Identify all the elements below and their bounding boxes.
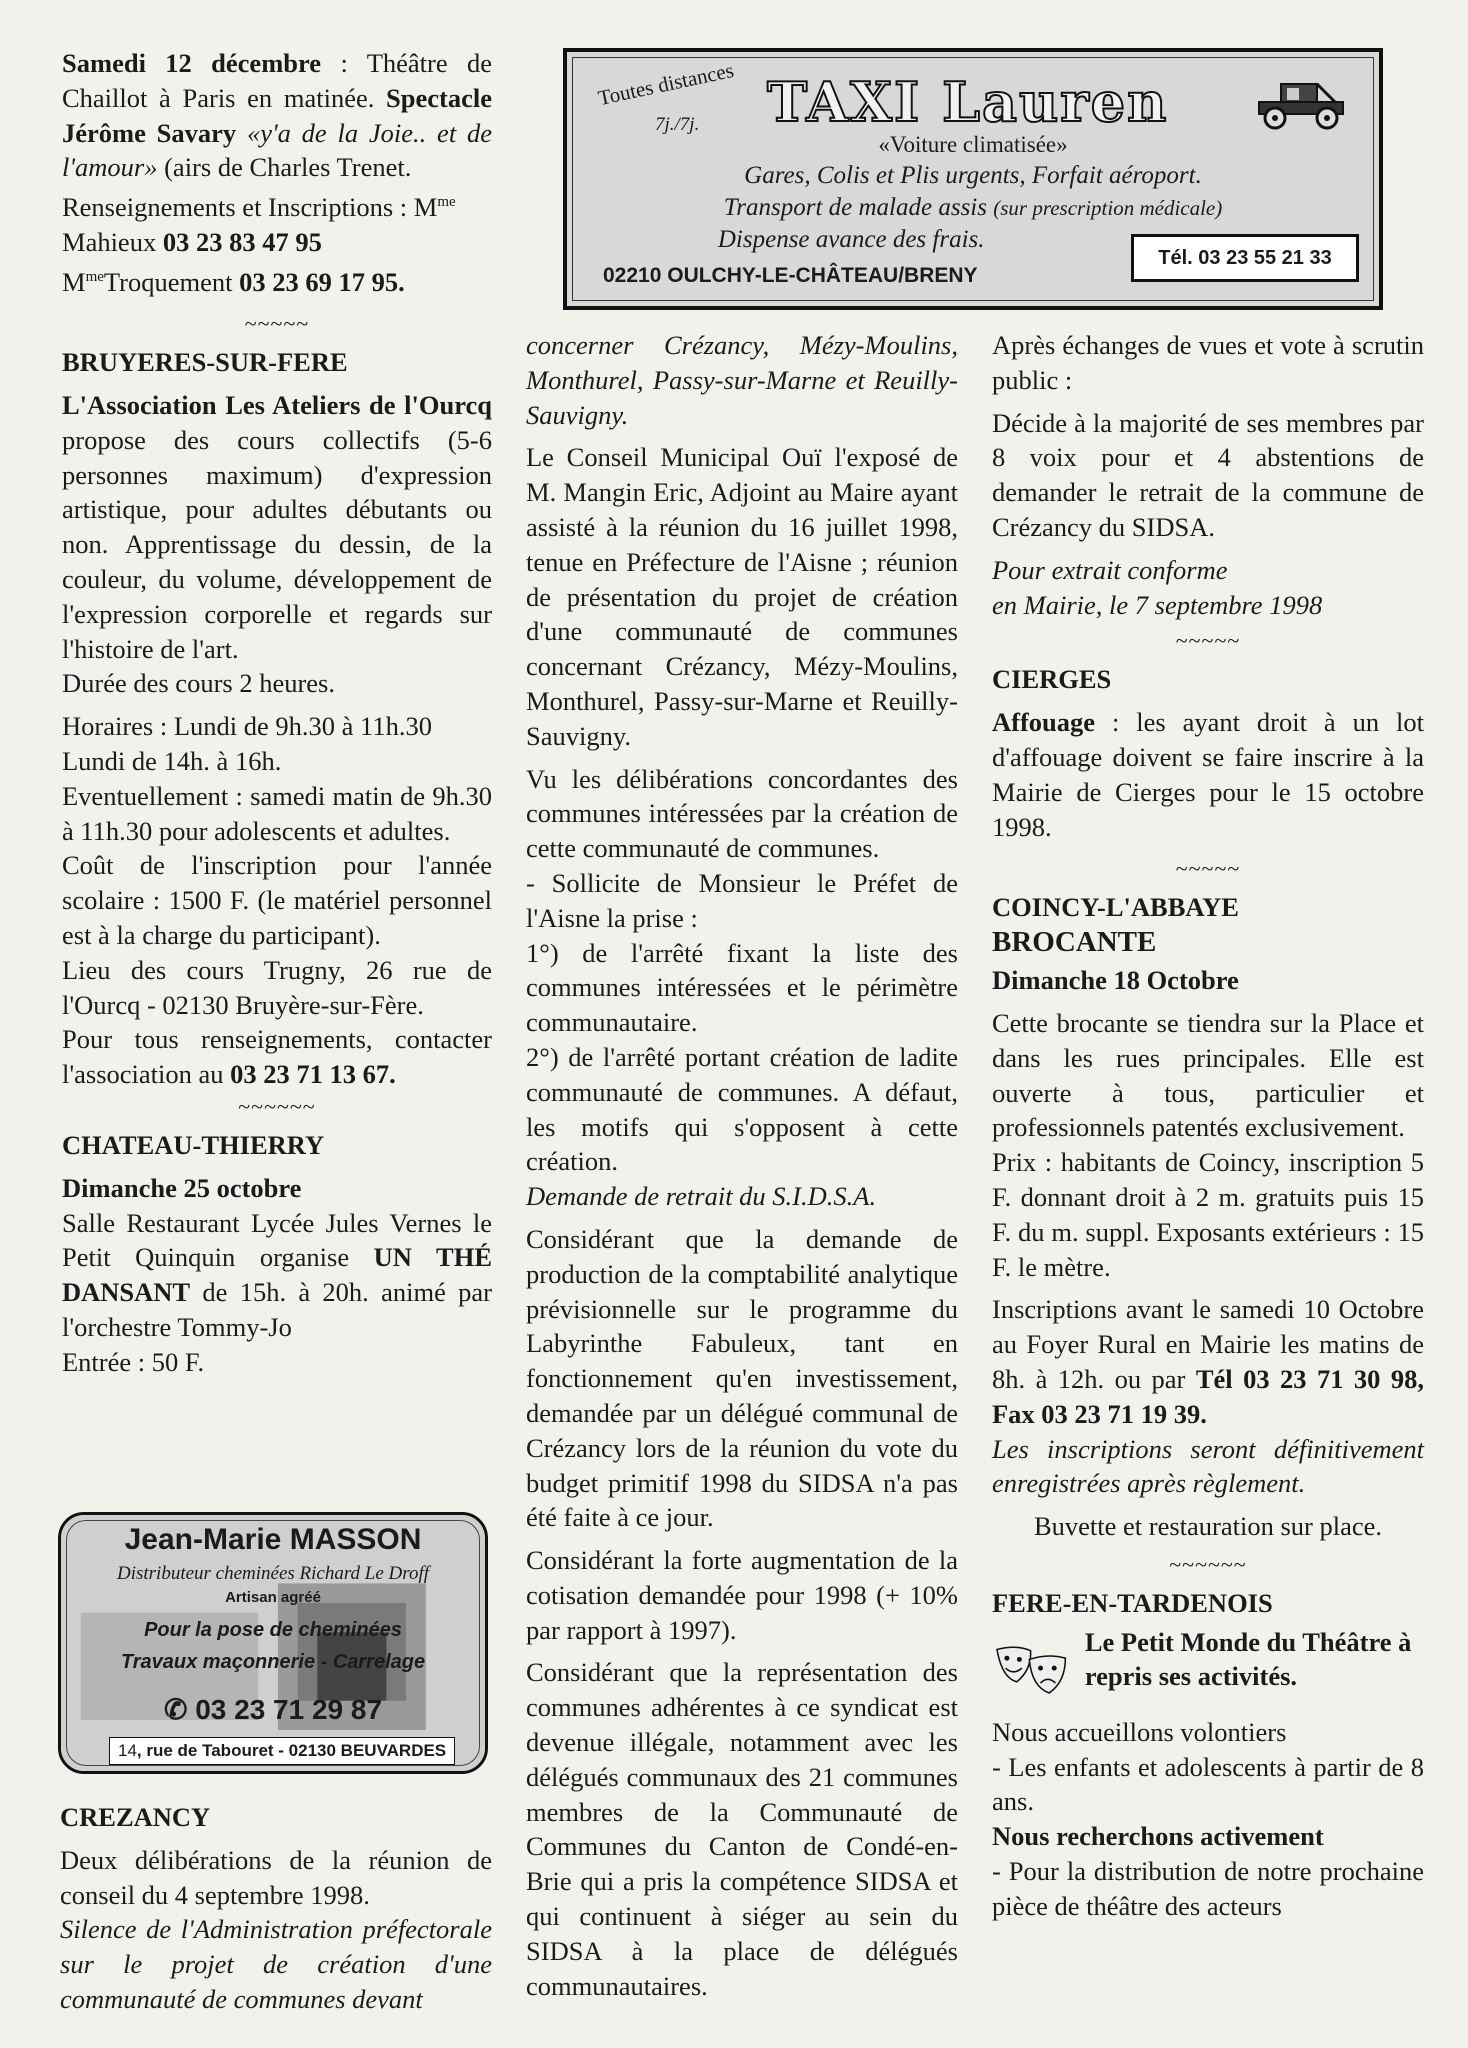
masson-artisan: Artisan agréé xyxy=(225,1589,321,1606)
column-3 xyxy=(992,328,1424,1923)
troquement-phone: 03 23 69 17 95. xyxy=(232,266,405,297)
masson-ad xyxy=(58,1512,488,1774)
section-title-cierges: CIERGES xyxy=(992,664,1112,695)
masson-pose: Pour la pose de cheminées xyxy=(144,1619,402,1641)
horaires-paragraph: Horaires : Lundi de 9h.30 à 11h.30 xyxy=(62,711,432,742)
masson-address-rest: , rue de Tabouret - 02130 BEUVARDES xyxy=(136,1741,447,1760)
troquement-sup: me xyxy=(85,268,104,285)
vintage-car-icon xyxy=(1251,74,1351,130)
assoc-name: L'Association Les Ateliers de l'Ourcq xyxy=(62,390,492,421)
col2-p5: 1°) de l'arrêté fixant la liste des communes intéressées et le périmètre communautaire. xyxy=(526,937,958,1038)
col2-p10: Considérant que la représentation des communes adhérentes à ce syndicat est devenue illégale, notamment avec les délégués communaux des 21 communes membres de la Communauté de Communes du Canton de Condé-en-Brie qui a pris la compétence SIDSA et qui continuent à siéger au sein du SIDSA à la place de délégués communautaires. xyxy=(526,1657,958,2001)
chateau-date: Dimanche 25 octobre xyxy=(62,1172,302,1203)
renseignements-label: Renseignements et Inscriptions : M xyxy=(62,192,438,223)
assoc-paragraph xyxy=(62,388,492,666)
taxi-name: TAXI Lauren xyxy=(767,70,1169,134)
section-title-bruyeres: BRUYERES-SUR-FERE xyxy=(62,347,348,378)
contact-paragraph xyxy=(62,1022,492,1092)
taxi-services-1: Gares, Colis et Plis urgents, Forfait aéroport. xyxy=(744,162,1202,189)
column-1-bottom xyxy=(60,1800,492,2017)
section-title-fere: FERE-EN-TARDENOIS xyxy=(992,1587,1273,1618)
coincy-p3-text: Inscriptions avant le samedi 10 Octobre au Foyer Rural en Mairie les matins de 8h. à 12h. ou par xyxy=(992,1294,1424,1394)
taxi-lauren-ad xyxy=(563,48,1383,310)
contact-phone: 03 23 71 13 67. xyxy=(230,1059,396,1090)
cout-paragraph: Coût de l'inscription pour l'année scolaire : 1500 F. (le matériel personnel est à la charge du participant). xyxy=(62,850,492,950)
coincy-date: Dimanche 18 Octobre xyxy=(992,965,1239,996)
section-title-chateau: CHATEAU-THIERRY xyxy=(62,1129,325,1160)
chateau-text-1: Salle Restaurant Lycée Jules Vernes le Petit Quinquin organise xyxy=(62,1207,492,1273)
col2-p3: Vu les délibérations concordantes des communes intéressées par la création de cette communauté de communes. xyxy=(526,763,958,864)
masson-address-number: 14 xyxy=(118,1741,137,1760)
fere-p1: Nous accueillons volontiers xyxy=(992,1716,1287,1747)
taxi-phone: Tél. 03 23 55 21 33 xyxy=(1131,234,1359,282)
brocante-title: BROCANTE xyxy=(992,926,1157,959)
taxi-hours: 7j./7j. xyxy=(655,114,700,135)
lundi-paragraph: Lundi de 14h. à 16h. xyxy=(62,746,282,776)
crezancy-paragraph: Deux délibérations de la réunion de conseil du 4 septembre 1998. xyxy=(60,1844,492,1910)
masson-address xyxy=(109,1737,455,1765)
separator: ~~~~~ xyxy=(1175,856,1241,882)
separator: ~~~~~~ xyxy=(238,1093,316,1119)
taxi-services-2-main: Transport de malade assis xyxy=(723,194,994,221)
coincy-p5: Buvette et restauration sur place. xyxy=(1033,1511,1383,1542)
extrait-line-2: en Mairie, le 7 septembre 1998 xyxy=(992,589,1323,620)
col3-p1: Après échanges de vues et vote à scrutin public : xyxy=(992,330,1424,395)
theatre-masks-icon xyxy=(992,1625,1073,1715)
fere-p4: - Pour la distribution de notre prochaine pièce de théâtre des acteurs xyxy=(992,1855,1424,1921)
taxi-services-2-small: (sur prescription médicale) xyxy=(993,196,1223,220)
crezancy-italic: Silence de l'Administration préfectorale sur le projet de création d'une communauté de communes devant xyxy=(60,1914,492,2014)
col3-p2: Décide à la majorité de ses membres par 8 voix pour et 4 abstentions de demander le retrait de la commune de Crézancy du SIDSA. xyxy=(992,407,1424,542)
coincy-p2: Prix : habitants de Coincy, inscription 5 F. donnant droit à 2 m. gratuits puis 15 F. du m. suppl. Exposants extérieurs : 15 F. le mètre. xyxy=(992,1147,1424,1282)
coincy-p3-phone: Tél 03 23 71 30 98, Fax 03 23 71 19 39. xyxy=(992,1363,1424,1429)
affouage-text: : les ayant droit à un lot d'affouage doivent se faire inscrire à la Mairie de Cierges pour le 15 octobre 1998. xyxy=(992,707,1424,842)
section-title-coincy: COINCY-L'ABBAYE xyxy=(992,892,1239,923)
col2-p2: Le Conseil Municipal Ouï l'exposé de M. Mangin Eric, Adjoint au Maire ayant assisté à la réunion du 16 juillet 1998, tenue en Préfecture de l'Aisne ; réunion de présentation du projet de création d'une communauté de communes concernant Crézancy, Mézy-Moulins, Monthurel, Passy-sur-Marne et Reuilly-Sauvigny. xyxy=(526,442,958,751)
coincy-p3 xyxy=(992,1292,1424,1431)
taxi-climatisee: «Voiture climatisée» xyxy=(878,132,1068,157)
troquement-name: Troquement xyxy=(103,266,233,297)
col2-p1: concerner Crézancy, Mézy-Moulins, Monthurel, Passy-sur-Marne et Reuilly-Sauvigny. xyxy=(526,330,958,430)
section-title-crezancy: CREZANCY xyxy=(60,1802,211,1832)
masson-travaux: Travaux maçonnerie - Carrelage xyxy=(120,1651,426,1673)
fere-intro: Le Petit Monde du Théâtre à repris ses activités. xyxy=(1084,1626,1412,1691)
spectacle-bold: Spectacle Jérôme Savary xyxy=(62,82,492,148)
mahieux-phone: 03 23 83 47 95 xyxy=(156,226,322,257)
col2-p9: Considérant la forte augmentation de la cotisation demandée pour 1998 (+ 10% par rapport à 1997). xyxy=(526,1545,958,1645)
chateau-paragraph xyxy=(62,1206,492,1345)
mme-sup: me xyxy=(437,194,456,211)
samedi-paragraph xyxy=(62,46,492,185)
col2-p8: Considérant que la demande de production de la comptabilité analytique prévisionnelle sur le programme du Labyrinthe Fabuleux, tant en fonctionnement qu'en investissement, demandée par un délégué communal de Crézancy lors de la réunion du vote du budget primitif 1998 du SIDSA n'a pas été faite à ce jour. xyxy=(526,1223,958,1533)
separator: ~~~~~ xyxy=(1175,628,1241,654)
duree-paragraph: Durée des cours 2 heures. xyxy=(62,668,335,699)
separator: ~~~~~ xyxy=(244,311,310,337)
column-2 xyxy=(526,328,958,2003)
fere-header xyxy=(992,1625,1424,1715)
taxi-services-2 xyxy=(567,194,1379,222)
spectacle-rest: (airs de Charles Trenet. xyxy=(157,152,412,183)
masson-phone: ✆ 03 23 71 29 87 xyxy=(163,1694,383,1725)
spectacle-italic: «y'a de la Joie.. et de l'amour» xyxy=(62,117,492,183)
assoc-text: propose des cours collectifs (5-6 personnes maximum) d'expression artistique, pour adultes débutants ou non. Apprentissage du dessin, de la couleur, du volume, développement de l'expression corporelle et regards sur l'histoire de l'art. xyxy=(62,424,492,664)
affouage-paragraph xyxy=(992,705,1424,844)
samedi-text: : Théâtre de Chaillot à Paris en matinée. xyxy=(62,48,492,113)
coincy-p4: Les inscriptions seront définitivement enregistrées après règlement. xyxy=(992,1433,1424,1499)
samedi-date: Samedi 12 décembre xyxy=(62,48,322,78)
chateau-the-dansant: UN THÉ DANSANT xyxy=(62,1242,492,1308)
taxi-address: 02210 OULCHY-LE-CHÂTEAU/BRENY xyxy=(603,264,978,287)
taxi-toutes-distances: Toutes distances xyxy=(595,57,736,111)
col2-p6: 2°) de l'arrêté portant création de ladite communauté de communes. A défaut, les motifs qui s'opposent à cette création. xyxy=(526,1041,958,1177)
lieu-paragraph: Lieu des cours Trugny, 26 rue de l'Ourcq - 02130 Bruyère-sur-Fère. xyxy=(62,954,492,1020)
separator: ~~~~~~ xyxy=(1169,1551,1247,1577)
contact-text: Pour tous renseignements, contacter l'association au xyxy=(62,1024,492,1090)
mahieux-name: Mahieux xyxy=(62,226,157,257)
renseignements-paragraph: Renseignements et Inscriptions : $M^{me}$ Mahieux 03 23 83 47 95 $M^{me}Troquement$ 03 23 69 17 95. xyxy=(62,192,456,297)
col2-p4: - Sollicite de Monsieur le Préfet de l'Aisne la prise : xyxy=(526,867,958,933)
column-1 xyxy=(62,46,492,1380)
coincy-p1: Cette brocante se tiendra sur la Place et dans les rues principales. Elle est ouverte à tous, particulier et professionnels patentés exclusivement. xyxy=(992,1007,1424,1143)
chateau-text-2: de 15h. à 20h. animé par l'orchestre Tommy-Jo xyxy=(62,1277,492,1342)
entree-paragraph: Entrée : 50 F. xyxy=(62,1346,205,1377)
col2-p7: Demande de retrait du S.I.D.S.A. xyxy=(526,1181,877,1212)
extrait-line-1: Pour extrait conforme xyxy=(992,554,1228,585)
affouage-label: Affouage xyxy=(992,707,1096,738)
fere-p3: Nous recherchons activement xyxy=(992,1821,1324,1852)
masson-distributor: Distributeur cheminées Richard Le Droff xyxy=(116,1563,430,1584)
eventuellement-paragraph: Eventuellement : samedi matin de 9h.30 à 11h.30 pour adolescents et adultes. xyxy=(62,780,492,846)
masson-name: Jean-Marie MASSON xyxy=(124,1523,422,1556)
fere-p2: - Les enfants et adolescents à partir de 8 ans. xyxy=(992,1751,1424,1817)
taxi-services-3: Dispense avance des frais. xyxy=(717,226,985,253)
